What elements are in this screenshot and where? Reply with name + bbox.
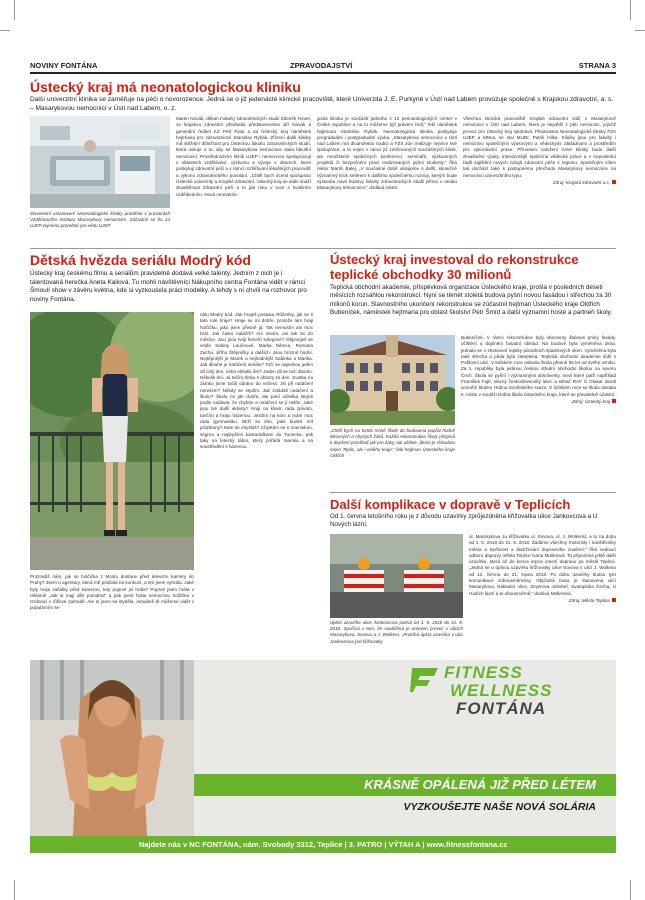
article-title: Dětská hvězda seriálu Modrý kód [30,252,251,268]
logo-line3: FONTÁNA [456,699,547,718]
article-lead: Teplická obchodní akademie, příspěvková organizace Ústeckého kraje, prošla v posledních deseti měsících rozsáhlou rekonstrukcí. Nyní se těmět stoletá budova pyšní novou fasádou i střechou za 30 milionů korun. Slavnostního ukončení rekonstrukce se zúčastnil hejtman Ústeckého kraje Oldřich Bubeníček, náměstek hejtmana pro oblast školství Petr Šmíd a další významní hosté a partneři školy. [330,284,612,316]
newspaper-name: NOVINY FONTÁNA [30,61,98,70]
article-column: Všechna klinická pracoviště Krajské zdravotní sídlí v Masarykově nemocnici v Ústí nad Labem, která je největší z pěti nemocnic, jejichž provoz pro Ústecký kraj sjednává. Přednostou Neonatologické kliniky FZS UJEP a MNUL se stal MUDr. Patrik Hilka. Kliniky jsou pro fakulty i nemocnici společnými výukovými a vědeckými základnami a prostředím pro vykonávání praxe. Přínosem založení nové kliniky bude další zkvalitnění výuky, intenzivnější společná vědecká práce a v neposlední řadě zajištění nových zdrojů zdravotní péče v regionu. Společným cílem tak dochází také k postupnému přechodu Masarykovy nemocnice na nemocnici univerzitního typu. [463,116,616,178]
article-column-end [469,534,616,603]
article-column-end [461,335,616,404]
crop-mark [0,30,10,31]
page-number: STRANA 3 [578,61,616,70]
ad-logo [200,664,616,764]
crop-mark [14,880,15,900]
article-lead: Ústecký kraj českému filmu a seriálům pravidelně dodává velké talenty. Jedním z nich je i talentovaná herečka Aneta Kailová. Tu mohli návštěvníci Nákupního centra Fontána vidět v rámci Šmoulí show v závěru května, kde si vyzkoušela práci modelky. A tehdy s ní chvíli na rozhovor pro noviny Fontána. [30,270,307,303]
crop-mark [635,30,645,31]
logo-line2: WELLNESS [450,681,553,700]
photo-caption: Slavnostní ustanovení Neonatologické kliniky proběhlo v prostorách Vzdělávacího institutu Masarykovy nemocnice. Zúčastnil se ho za UJEP zejména prorektor pro vědu UJEP [30,211,170,229]
article-column: gická klinika je součástí jednoho z 12 perinatologických center v České republice a na to můžeme být právem hrdí,“ řekl náměstek hejtmana Stanislav Rybák. Neonatologická klinika poskytuje pregraduální i postgraduální výuku. „Masarykova nemocnice v Ústí nad Labem má dlouholetou tradici a FZS zde realizuje nejvíce své spolupráce, a to nejen v rámci již zmiňovaných součástných klinik, ale množstvím společných konferencí, seminářů, výzkumných projektů či bezpečném praxi realizovaných jejími studenty,“ říká rektor Martin Balej. „V současné době usilujeme o další, skutečně významný krok směrem k dalšímu společnému rozvoji, kterým bude výstavba nové budovy fakulty zdravotnických studií přímo v areálu Masarykovy nemocnice,“ dodává rektor. [317,116,457,191]
crop-mark [14,0,15,20]
crop-mark [630,880,631,900]
fitness-logo-icon [410,664,440,694]
ad-subline-text: VYZKOUŠEJTE NAŠE NOVÁ SOLÁRIA [403,801,596,813]
ad-banner [194,774,616,796]
article-column: Martin Novák, děkan Fakulty zdravotnických studií Zdeněk Hovet, za krajskou zdravotní předseda představenstva Jiří Novák a generální ředitel KZ Petr Fiala a za Ústecký kraj náměstek hejtmana pro zdravotnictví Stanislav Rybák. Zřízení další kliniky má stěžejní důležitost pro Ústeckou fakultu zdravotnických studií, která usiluje o to, aby se Masarykova nemocnice stala fakultní nemocnicí. Prostřednictvím kliník UJEP i nemocnice spolupracují v oblastech vzdělávání, výzkumu a vývoje v oborech, které poskytují zdravotní péči a v rámci rozšiřování lékařských pracovišť a výkonu zdravotnického povolání. „Chtěl bych ocenit spolupráci Ústecké univerzity a Krajské zdravotní. Ústecký kraj se stále snaží zkvalitňovat zdravotní péči a to jde ruku v ruce s kvalitním vzděláváním. Nová neonatolo- [176,116,311,197]
article-title: Další komplikace v dopravě v Teplicích [330,497,571,512]
roadwork-photo [330,534,463,618]
article-column: Bubeníček. V rámci rekonstrukce byly obnoveny štukové prvky fasády, očištění a doplnění fasádní obklad. Na budově byla vyměněna okna, jednalo se o zhotovení repliky původních špaletových oken. Vyměněna byla také střecha a půda byla zateplena. Teplická obchodní akademie sídlí v Poštovní ulici. V loňském roce oslavila škola přesně 95 let od svého vzniku. Za 1. republiky byla jedinou českou střední obchodní školou na severu Čech. Škola se pyšní i významnými absolventy, mezi které patří například František Fajtl, slavný československý letec a stihač RAF či Otakar Jaroš ocenění titulem Hrdina Sovětského svazu. V loňském roce se škola dostala 6. místo v soutěži Dobrá škola Ústeckého kraje, které se pravidelně účastní. [461,335,616,397]
interview-text: Prozradíš nám, jak se holčička z Mostu dostane před televizní kamery do Prahy? Jsem u agentury, která mě posílala na konkurz, a ten jsem vyhrála. Jaké byly tvoje začátky před kamerou, kdy poprvé jsi hrála? Poprvé jsem hrála v reklamě „Jak si mají děti pomáhat“ a pak jsem hrála nemocnou holčičku v Ordinaci v růžové zahradě. Ale to jsem se styděla. Aktuálně tě můžeme vidět v populárním se- [30,574,194,611]
ad-subline [194,798,616,816]
article-source: Zdroj: Ústecký kraj [461,399,616,404]
ad-footer [30,836,616,853]
article-lead: Od 1. června letošního roku je z důvodu uzavírky zprůjezdněna křižovatka ulice Jankovcova a U Nových lázní. [330,513,598,529]
photo-caption: „Chtěl bych na tomto místě škole do budoucna popřát hodně šikovných a chytrých žáků. Každá rekonstrukce školy přispívá k depšení prostředí jak pro žáky, tak učitele. Škola je chloubou nejen Teplic, ale i celého kraje,“ řekl hejtman Ústeckého kraje Oldřich [330,428,455,458]
logo-line1: FITNESS [444,663,523,682]
article-source: Zdroj: Krajská zdravotní a.s. [463,180,616,185]
ad-banner-text: KRÁSNĚ OPÁLENÁ JIŽ PŘED LÉTEM [364,777,596,792]
ad-model-photo [30,660,194,853]
hospital-photo [30,116,170,208]
divider [30,248,616,249]
interview-text: riálu Modrý kód. Jak hraješ postavu Růženky, jak se ti tato role hraje? Hraje se mi dobře, protože tam hraji holčičku, jako jsem přesně já. Tak nemusím ani moc hrát. Jak často natáčíš? Ani nevím, asi tak 3x do měsíce. Jací jsou tvoji herečtí kolegové? Objevuješ se vedle Sabiny Laurinové, Marka Němce, Romana Zacha, Jiřího Štěpničky a dalších. Jsou hrozně hodní. Nejtěpnější je Marek a nejhodnější Sabinka a Marika. Jak dlouhé je natáčení seriálu? Točí se najednou jeden díl celý den, nebo několik dní? Jeden díl se točí dlouho. Několik dní. Já točím třeba 4 obrazy za den. Svatba na zámku jsme točili odráno do večera. Jsi při natáčení nervózní? Někdy se stydím. Jak zvládáš natáčení a školu? Školu mi jde dobře, ale paní učitelka stejně podle nadávat, že chybím a natáčení se jí nelíbí. Jaké jsou tvé další aktivity? Hraji na klavír, ráda zpívám, tančím a hraju házenou. Jezdím na koni a mám moc ráda gymnastiku. Blíží se léto, jaké budeš mít prázdniny? Kam se chystáš? Chystám se s maminkou, ségrou a nejlepšími kamarádkami do Tunecka, pak taky na letecký tábor, který pořádá mamka a na soustředění s házenou. [200,312,313,450]
article-source: Zdroj: Město Teplice [469,598,616,603]
page-header [30,58,616,74]
actress-photo [30,312,194,570]
crop-mark [630,0,631,20]
article-column: ul. Masarykova za křižovatku ul. Sovova, ul. J. Wolkera), a to na dobu od 1. 6. 2018 do 31. 8. 2018. Žádáme všechny motoristy i návštěvníky města o trpělivost a dodržování dopravního značení,“ říká vedoucí odboru dopravy města Teplice Ivana Müllerová. Ta připomíná ještě další uzavírku, která až do konce srpna omezí dopravu po městě Teplice. „Jedná se o úplnou uzavírku křižovatky ulice Sovova s ulicí J. Wolkera od 12. června do 31. srpna 2018. Po dobu uzavírky budou tyto komunikace zobousměrněny. Objízdná trasa je stanovena ulicí Masarykova, Nákladní ulice, Zeyerova náměstí, Svatopluka Čecha, U Hadích lázní a to obousměrně,“ dodává Müllerová. [469,534,616,596]
article-lead: Další univerzitní klinika se zaměřuje na péči o novorozence. Jedná se o již jedenácté klinické pracoviště, které Univerzita J. E. Purkyně v Ústí nad Labem provozuje společně s Krajskou zdravotní, a. s. – Masarykovou nemocnicí v Ústí nad Labem, o. z. [30,96,614,112]
article-title: Ústecký kraj investoval do rekonstrukce teplické obchodky 30 milionů [330,252,579,282]
divider [330,492,616,493]
article-title: Ústecký kraj má neonatologickou kliniku [30,79,301,95]
photo-caption: Úplná uzavírka ulice Jankovcova potrvá od 1. 6. 2018 do 31. 8. 2018. Spočívá v tom, že souběžná je omezen provoz v ulicích Masarykova, Sovova a J. Wolkera. „Probíhá úplná uzavírka v ulici Jankovcova (od křižovatky [330,620,463,644]
article-column-end [463,116,616,185]
ad-footer-text[interactable]: Najdete nás v NC FONTÁNA, nám. Svobody 3312, Teplice | 3. PATRO | VÝTAH A | www.fitnessfontana.cz [138,840,508,849]
section-name: ZPRAVODAJSTVÍ [290,61,353,70]
school-photo [330,335,455,425]
